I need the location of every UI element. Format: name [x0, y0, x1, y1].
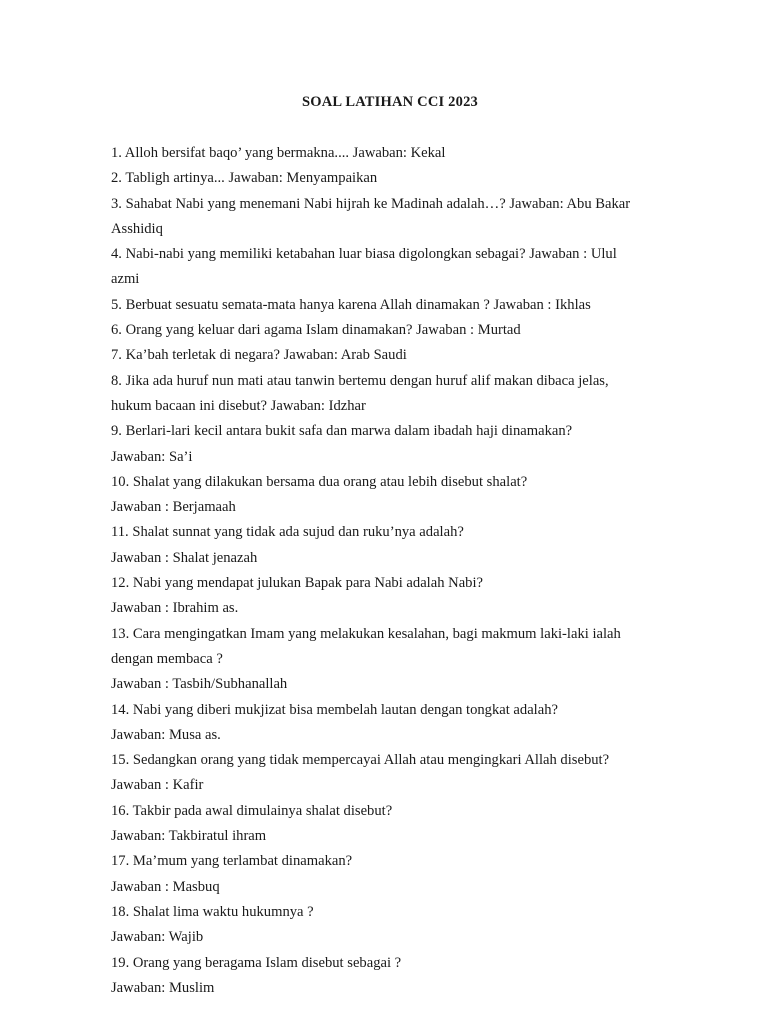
text-line: azmi	[111, 271, 140, 288]
text-line: 3. Sahabat Nabi yang menemani Nabi hijrah ke Madinah adalah…? Jawaban: Abu Bakar	[111, 195, 631, 212]
text-line: 18. Shalat lima waktu hukumnya ?	[111, 903, 314, 920]
text-line: Jawaban: Musa as.	[111, 726, 221, 743]
text-line: Jawaban: Takbiratul ihram	[111, 828, 267, 845]
text-line: 5. Berbuat sesuatu semata-mata hanya karena Allah dinamakan ? Jawaban : Ikhlas	[111, 296, 591, 313]
text-line: 17. Ma’mum yang terlambat dinamakan?	[111, 853, 353, 870]
text-line: 19. Orang yang beragama Islam disebut sebagai ?	[111, 954, 402, 971]
text-line: Asshidiq	[111, 220, 163, 237]
text-line: Jawaban: Wajib	[111, 929, 204, 946]
text-line: dengan membaca ?	[111, 650, 223, 667]
text-line: Jawaban : Kafir	[111, 777, 204, 794]
document-body	[111, 141, 671, 1001]
text-line: Jawaban : Ibrahim as.	[111, 600, 239, 617]
text-line: Jawaban: Sa’i	[111, 448, 193, 465]
text-line: 15. Sedangkan orang yang tidak mempercayai Allah atau mengingkari Allah disebut?	[111, 752, 610, 769]
text-line: 2. Tabligh artinya... Jawaban: Menyampaikan	[111, 170, 378, 187]
text-line: 1. Alloh bersifat baqo’ yang bermakna.... Jawaban: Kekal	[111, 145, 446, 161]
text-line: Jawaban : Berjamaah	[111, 499, 236, 516]
text-line: 4. Nabi-nabi yang memiliki ketabahan luar biasa digolongkan sebagai? Jawaban : Ulul	[111, 246, 617, 263]
text-line: 6. Orang yang keluar dari agama Islam dinamakan? Jawaban : Murtad	[111, 322, 521, 339]
text-line: Jawaban : Masbuq	[111, 878, 220, 895]
document-title: SOAL LATIHAN CCI 2023	[302, 94, 478, 110]
text-line: hukum bacaan ini disebut? Jawaban: Idzhar	[111, 397, 366, 414]
text-line: 11. Shalat sunnat yang tidak ada sujud dan ruku’nya adalah?	[111, 524, 464, 541]
text-line: 9. Berlari-lari kecil antara bukit safa dan marwa dalam ibadah haji dinamakan?	[111, 423, 573, 440]
text-line: 13. Cara mengingatkan Imam yang melakukan kesalahan, bagi makmum laki-laki ialah	[111, 625, 621, 642]
text-line: 10. Shalat yang dilakukan bersama dua orang atau lebih disebut shalat?	[111, 473, 528, 490]
text-line: 14. Nabi yang diberi mukjizat bisa membelah lautan dengan tongkat adalah?	[111, 701, 558, 718]
text-line: 7. Ka’bah terletak di negara? Jawaban: Arab Saudi	[111, 347, 407, 364]
text-line: 8. Jika ada huruf nun mati atau tanwin bertemu dengan huruf alif makan dibaca jelas,	[111, 372, 609, 389]
text-line: Jawaban : Tasbih/Subhanallah	[111, 676, 288, 693]
text-line: 16. Takbir pada awal dimulainya shalat disebut?	[111, 802, 393, 819]
text-line: Jawaban: Muslim	[111, 979, 215, 996]
text-line: Jawaban : Shalat jenazah	[111, 549, 258, 566]
text-line: 12. Nabi yang mendapat julukan Bapak para Nabi adalah Nabi?	[111, 575, 484, 592]
